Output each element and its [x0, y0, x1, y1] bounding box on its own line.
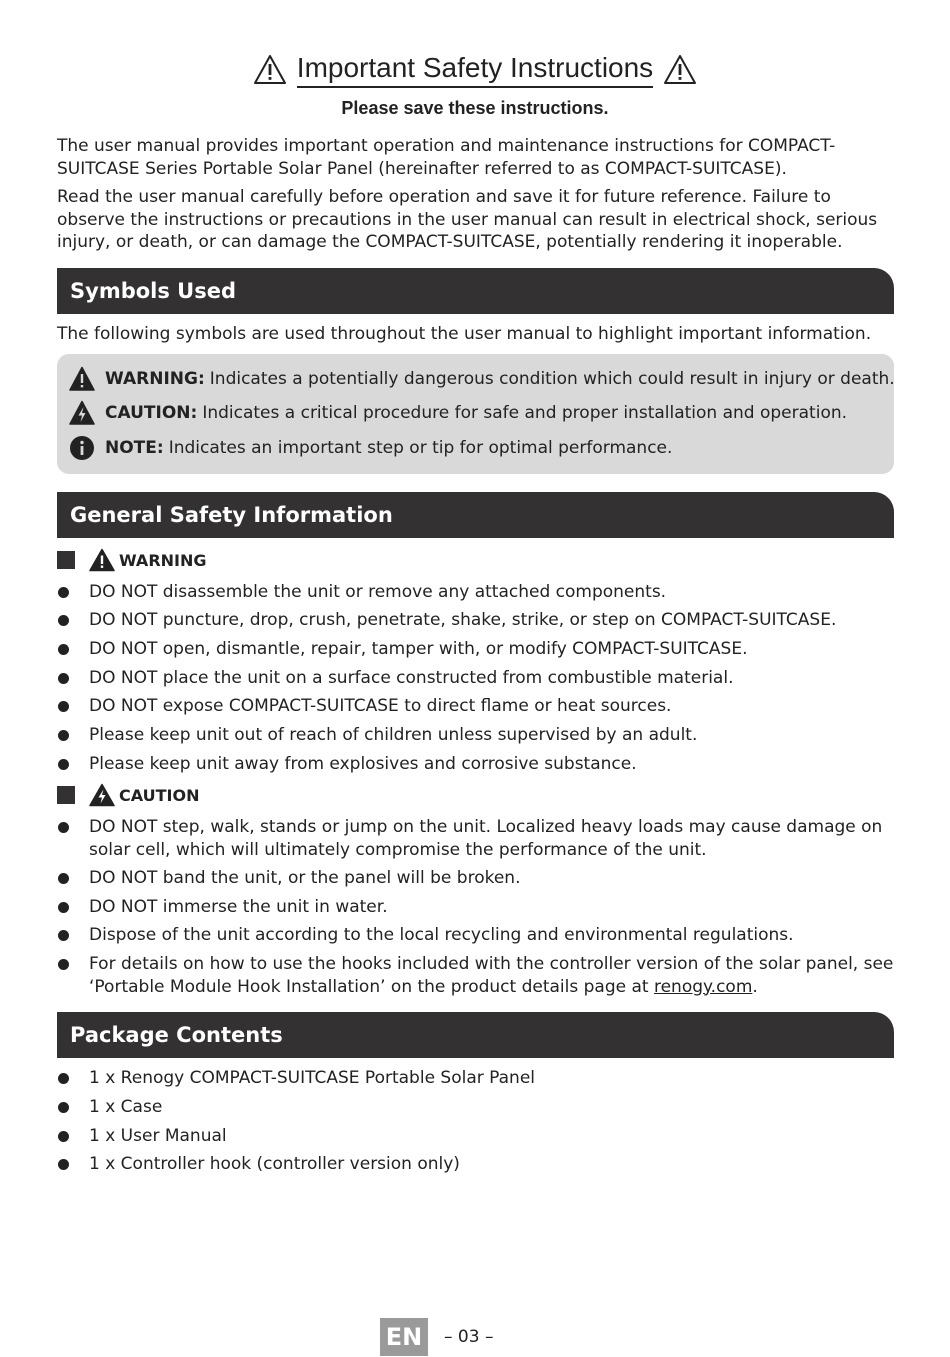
warning-outline-icon [663, 54, 697, 86]
symbol-row-warning [69, 366, 895, 392]
symbol-label: CAUTION: [105, 403, 198, 423]
page-footer [380, 1318, 493, 1356]
bullet-icon [58, 822, 69, 833]
bullet-icon [58, 1073, 69, 1084]
symbols-intro: The following symbols are used throughout the user manual to highlight important information. [57, 324, 872, 344]
bullet-icon [58, 587, 69, 598]
title-row [0, 52, 950, 88]
symbol-description: Indicates a critical procedure for safe and proper installation and operation. [202, 403, 848, 423]
symbol-label: WARNING: [105, 369, 205, 389]
symbol-row-note [69, 435, 672, 461]
bullet-icon [58, 615, 69, 626]
bullet-icon [58, 701, 69, 712]
renogy-link[interactable]: renogy.com [653, 976, 753, 997]
symbol-row-caution [69, 400, 847, 426]
caution-subheading [57, 783, 199, 807]
bullet-icon [58, 959, 69, 970]
section-heading-general-safety: General Safety Information [57, 492, 894, 538]
page-title: Important Safety Instructions [297, 52, 653, 88]
info-circle-icon [69, 435, 95, 461]
caution-bolt-icon [89, 783, 115, 807]
hook-instructions-text: For details on how to use the hooks included with the controller version of the solar panel, see ‘Portable Module Hook Installation’ on the product details page at [89, 954, 894, 997]
symbol-label: NOTE: [105, 438, 164, 458]
bullet-icon [58, 759, 69, 770]
caution-bolt-icon [69, 400, 95, 426]
manual-page: Important Safety Instructions Please save these instructions. The user manual provides important operation and maintenance instructions for COMPACT-SUITCASE Series Portable Solar Panel (hereinafter referred to as COMPACT-SUITCASE). Read the user manual carefully before operation and save it for future reference. Failure to observe the instructions or precautions in the user manual can result in electrical shock, serious injury, or death, or can damage the COMPACT-SUITCASE, potentially rendering it inoperable. Symbols Used The following symbols are used throughout the user manual to highlight important information. WARNING: Indicates a potentially dangerous condition which could result in injury or death. CAUTION: Indicates a critical procedure for safe and proper installation and operation. NOTE: Indicates an important step or tip for optimal performance. General Safety Information WARNING DO NOT disassemble the unit or remove any attached components. DO NOT puncture, drop, crush, penetrate, shake, strike, or step on COMPACT-SUITCASE. DO NOT open, dismantle, repair, tamper with, or modify COMPACT-SUITCASE. DO NOT place the unit on a surface constructed from combustible material. DO NOT expose COMPACT-SUITCASE to direct flame or heat sources. Please keep unit out of reach of children unless supervised by an adult. Please keep unit away from explosives and corrosive substance. CAUTION DO NOT step, walk, stands or jump on the unit. Localized heavy loads may cause damage on solar cell, which will ultimately compromise the performance of the unit. DO NOT band the unit, or the panel will be broken. DO NOT immerse the unit in water. Dispose of the unit according to the local recycling and environmental regulations. For details on how to use the hooks included with the controller version of the solar panel, see ‘Portable Module Hook Installation’ on the product details page at renogy.com. Package Contents 1 x Renogy COMPACT-SUITCASE Portable Solar Panel 1 x Case 1 x User Manual 1 x Controller hook (controller version only) EN – 03 – [0, 0, 950, 1357]
bullet-icon [58, 930, 69, 941]
warning-subheading [57, 548, 207, 572]
bullet-icon [58, 1102, 69, 1113]
bullet-icon [58, 873, 69, 884]
symbols-legend-box [57, 354, 894, 474]
warning-triangle-icon [89, 548, 115, 572]
warning-triangle-icon [69, 366, 95, 392]
intro-paragraph: The user manual provides important operation and maintenance instructions for COMPACT-SUITCASE Series Portable Solar Panel (hereinafter referred to as COMPACT-SUITCASE). [57, 136, 836, 179]
square-marker-icon [57, 786, 75, 804]
intro-paragraph: Read the user manual carefully before operation and save it for future reference. Failure to observe the instructions or precautions in the user manual can result in electrical shock, serious injury, or death, or can damage the COMPACT-SUITCASE, potentially rendering it inoperable. [57, 187, 878, 252]
symbol-description: Indicates a potentially dangerous condition which could result in injury or death. [209, 369, 895, 389]
warning-subheading-label: WARNING [119, 550, 207, 570]
bullet-icon [58, 1131, 69, 1142]
bullet-icon [58, 673, 69, 684]
bullet-icon [58, 644, 69, 655]
caution-subheading-label: CAUTION [119, 785, 200, 805]
square-marker-icon [57, 551, 75, 569]
bullet-icon [58, 1159, 69, 1170]
warning-outline-icon [253, 54, 287, 86]
bullet-icon [58, 730, 69, 741]
language-badge: EN [380, 1318, 428, 1356]
symbol-description: Indicates an important step or tip for optimal performance. [168, 438, 673, 458]
section-heading-package-contents: Package Contents [57, 1012, 894, 1058]
page-subtitle: Please save these instructions. [341, 98, 609, 118]
page-number: – 03 – [444, 1327, 494, 1347]
bullet-icon [58, 902, 69, 913]
section-heading-symbols: Symbols Used [57, 268, 894, 314]
